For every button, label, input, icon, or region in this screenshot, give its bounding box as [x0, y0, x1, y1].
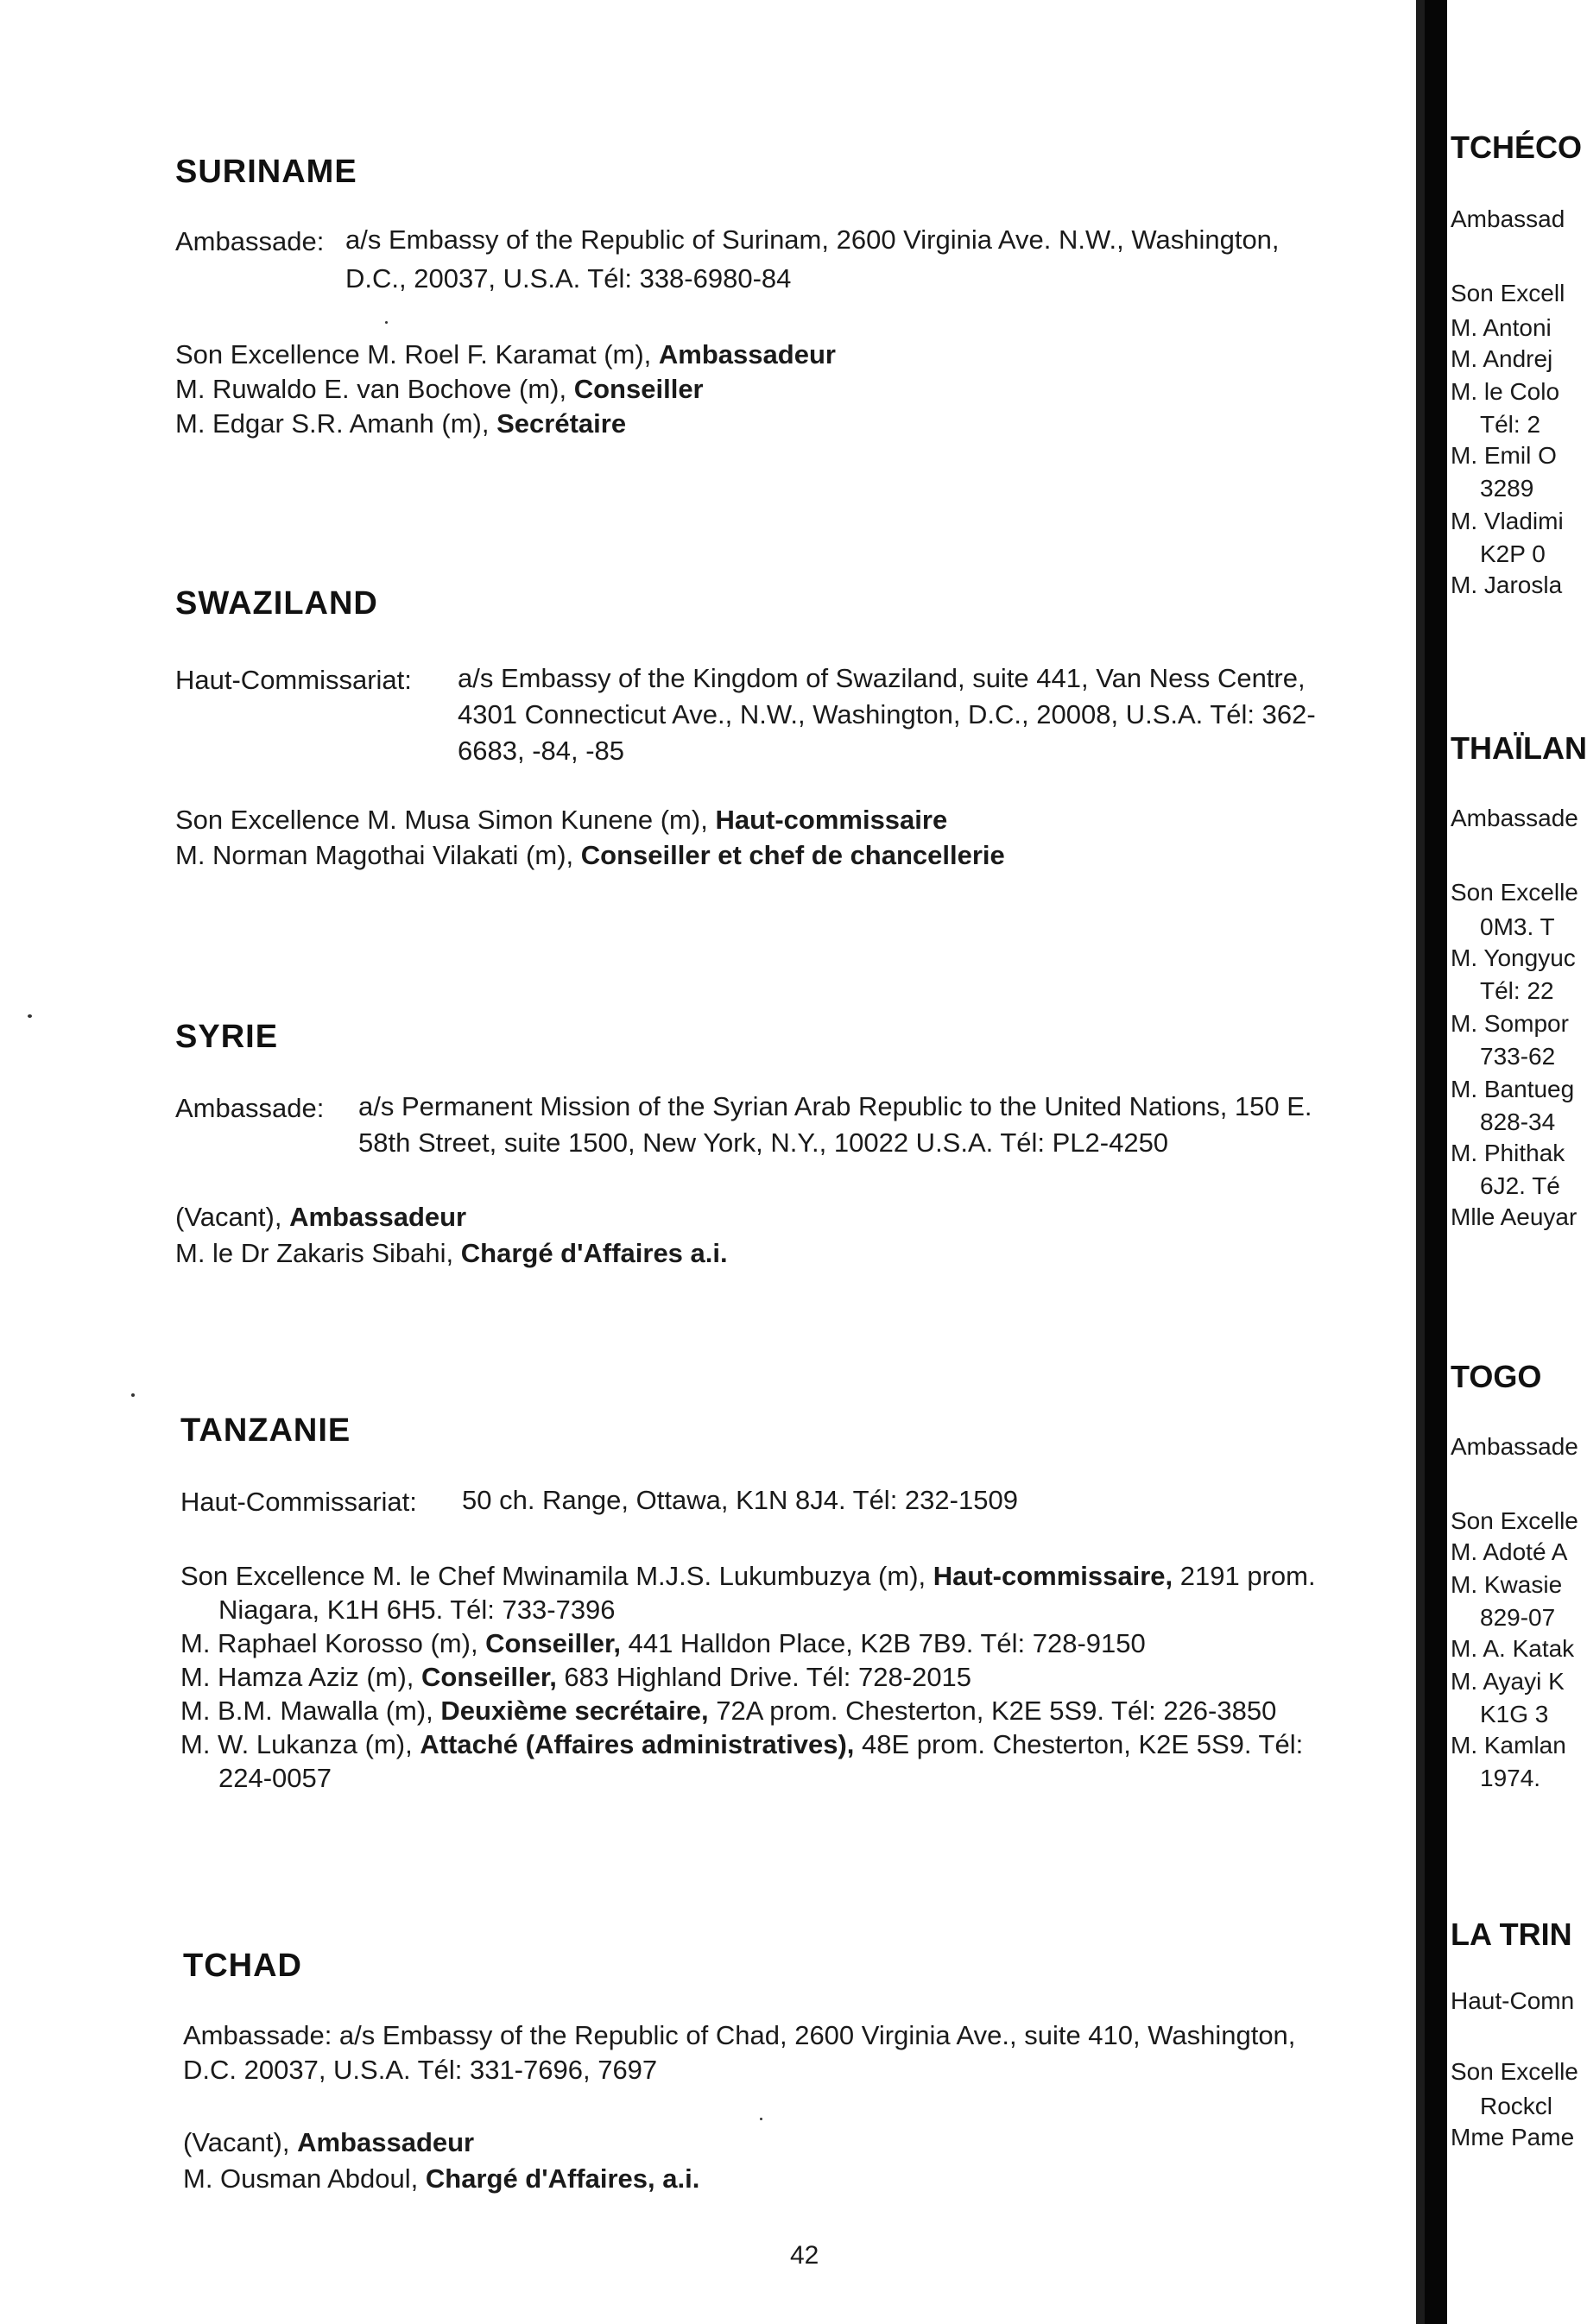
- scan-speck: [385, 321, 388, 324]
- address-line: 4301 Connecticut Ave., N.W., Washington, D.C., 20008, U.S.A. Tél: 362-: [458, 699, 1316, 729]
- address-label: Ambassade:: [175, 1093, 325, 1123]
- adjacent-page-line: M. A. Katak: [1451, 1635, 1575, 1662]
- scan-speck: [28, 1014, 32, 1018]
- adjacent-page-fragment: [1447, 0, 1587, 2324]
- staff-entry: M. Ruwaldo E. van Bochove (m), Conseiller: [175, 374, 704, 404]
- address-label: Haut-Commissariat:: [175, 665, 412, 695]
- address-line: 50 ch. Range, Ottawa, K1N 8J4. Tél: 232-1509: [462, 1485, 1018, 1515]
- scan-speck: [131, 1393, 135, 1397]
- section-title-suriname: SURINAME: [175, 154, 357, 190]
- staff-entry-continued: 224-0057: [218, 1763, 332, 1793]
- staff-entry: M. le Dr Zakaris Sibahi, Chargé d'Affaires a.i.: [175, 1238, 728, 1268]
- staff-entry: M. W. Lukanza (m), Attaché (Affaires administratives), 48E prom. Chesterton, K2E 5S9. Tél:: [180, 1729, 1304, 1759]
- adjacent-page-line: 3289: [1480, 475, 1534, 502]
- adjacent-page-heading: THAÏLAN: [1451, 730, 1587, 766]
- adjacent-page-line: Mme Pame: [1451, 2124, 1575, 2150]
- adjacent-page-line: M. Antoni: [1451, 314, 1552, 341]
- staff-entry: Son Excellence M. Roel F. Karamat (m), Ambassadeur: [175, 339, 836, 369]
- staff-entry-continued: Niagara, K1H 6H5. Tél: 733-7396: [218, 1595, 616, 1625]
- adjacent-page-line: Tél: 2: [1480, 411, 1541, 438]
- adjacent-page-heading: TCHÉCO: [1451, 129, 1582, 165]
- page-binding-shadow: [1416, 0, 1447, 2324]
- adjacent-page-line: M. Adoté A: [1451, 1538, 1568, 1565]
- adjacent-page-line: M. Kwasie: [1451, 1571, 1563, 1598]
- staff-entry: M. Hamza Aziz (m), Conseiller, 683 Highland Drive. Tél: 728-2015: [180, 1662, 972, 1692]
- adjacent-page-line: M. Jarosla: [1451, 572, 1563, 598]
- adjacent-page-line: M. Bantueg: [1451, 1076, 1575, 1102]
- adjacent-page-heading: TOGO: [1451, 1359, 1542, 1394]
- adjacent-page-line: M. Emil O: [1451, 442, 1557, 469]
- adjacent-page-line: 1974.: [1480, 1765, 1541, 1791]
- staff-entry: (Vacant), Ambassadeur: [175, 1202, 467, 1232]
- adjacent-page-line: K1G 3: [1480, 1701, 1549, 1727]
- address-line: a/s Embassy of the Kingdom of Swaziland, suite 441, Van Ness Centre,: [458, 663, 1306, 693]
- adjacent-page-line: M. Phithak: [1451, 1140, 1565, 1166]
- adjacent-page-line: 6J2. Té: [1480, 1172, 1560, 1199]
- section-title-syrie: SYRIE: [175, 1019, 279, 1055]
- adjacent-page-line: M. Yongyuc: [1451, 944, 1576, 971]
- adjacent-page-line: Son Excelle: [1451, 879, 1578, 906]
- adjacent-page-line: M. Ayayi K: [1451, 1668, 1565, 1695]
- adjacent-page-line: M. Andrej: [1451, 345, 1553, 372]
- staff-entry: M. Norman Magothai Vilakati (m), Conseiller et chef de chancellerie: [175, 840, 1005, 870]
- adjacent-page-line: Ambassad: [1451, 205, 1565, 232]
- staff-entry: M. Ousman Abdoul, Chargé d'Affaires, a.i.: [183, 2163, 700, 2194]
- address-line: D.C. 20037, U.S.A. Tél: 331-7696, 7697: [183, 2055, 658, 2085]
- adjacent-page-line: Tél: 22: [1480, 977, 1554, 1004]
- staff-entry: M. Raphael Korosso (m), Conseiller, 441 Halldon Place, K2B 7B9. Tél: 728-9150: [180, 1628, 1146, 1658]
- adjacent-page-line: Son Excell: [1451, 280, 1565, 306]
- adjacent-page-line: Mlle Aeuyar: [1451, 1203, 1578, 1230]
- section-title-tanzanie: TANZANIE: [180, 1412, 351, 1449]
- scan-speck: [760, 2118, 762, 2120]
- adjacent-page-line: Son Excelle: [1451, 1507, 1578, 1534]
- address-line: 58th Street, suite 1500, New York, N.Y., 10022 U.S.A. Tél: PL2-4250: [358, 1127, 1169, 1158]
- address-label: Ambassade:: [175, 226, 325, 256]
- adjacent-page-line: K2P 0: [1480, 540, 1546, 567]
- page-number: 42: [790, 2241, 819, 2270]
- adjacent-page-line: 0M3. T: [1480, 913, 1555, 940]
- adjacent-page-line: M. Kamlan: [1451, 1732, 1566, 1759]
- adjacent-page-line: Rockcl: [1480, 2093, 1553, 2119]
- staff-entry: M. Edgar S.R. Amanh (m), Secrétaire: [175, 408, 627, 439]
- adjacent-page-line: M. le Colo: [1451, 378, 1560, 405]
- staff-entry: (Vacant), Ambassadeur: [183, 2127, 475, 2157]
- adjacent-page-line: Son Excelle: [1451, 2058, 1578, 2085]
- staff-entry: Son Excellence M. le Chef Mwinamila M.J.S. Lukumbuzya (m), Haut-commissaire, 2191 prom.: [180, 1561, 1316, 1591]
- address-line: a/s Embassy of the Republic of Surinam, 2600 Virginia Ave. N.W., Washington,: [345, 224, 1280, 255]
- address-line: Ambassade: a/s Embassy of the Republic of Chad, 2600 Virginia Ave., suite 410, Washington,: [183, 2020, 1296, 2050]
- address-line: 6683, -84, -85: [458, 736, 625, 766]
- staff-entry: Son Excellence M. Musa Simon Kunene (m), Haut-commissaire: [175, 805, 948, 835]
- staff-entry: M. B.M. Mawalla (m), Deuxième secrétaire, 72A prom. Chesterton, K2E 5S9. Tél: 226-3850: [180, 1696, 1277, 1726]
- adjacent-page-line: Ambassade: [1451, 1433, 1578, 1460]
- address-label: Haut-Commissariat:: [180, 1487, 417, 1517]
- section-title-swaziland: SWAZILAND: [175, 585, 378, 622]
- adjacent-page-line: Ambassade: [1451, 805, 1578, 831]
- adjacent-page-line: 828-34: [1480, 1108, 1556, 1135]
- adjacent-page-line: 829-07: [1480, 1604, 1556, 1631]
- adjacent-page-line: M. Sompor: [1451, 1010, 1569, 1037]
- adjacent-page-heading: LA TRIN: [1451, 1917, 1572, 1952]
- section-title-tchad: TCHAD: [183, 1948, 302, 1984]
- adjacent-page-line: Haut-Comn: [1451, 1987, 1575, 2014]
- adjacent-page-line: 733-62: [1480, 1043, 1556, 1070]
- adjacent-page-line: M. Vladimi: [1451, 508, 1564, 534]
- address-line: D.C., 20037, U.S.A. Tél: 338-6980-84: [345, 263, 792, 294]
- address-line: a/s Permanent Mission of the Syrian Arab Republic to the United Nations, 150 E.: [358, 1091, 1312, 1121]
